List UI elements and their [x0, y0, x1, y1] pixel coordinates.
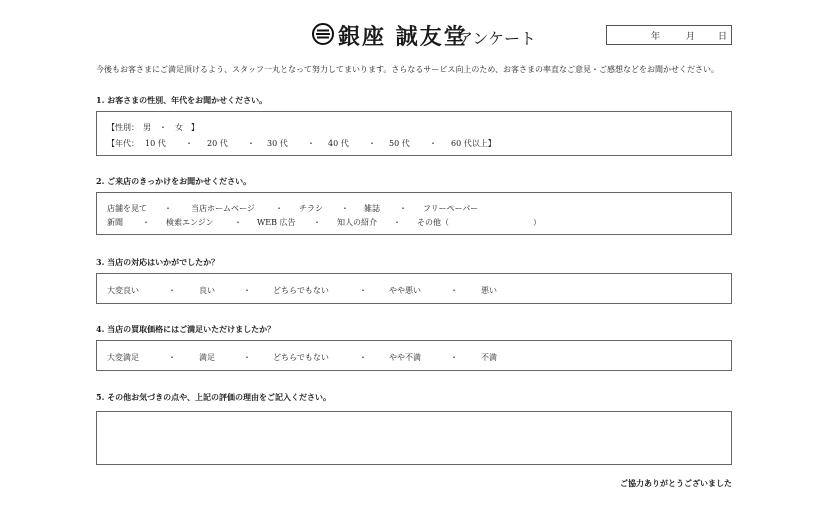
page-title: アンケート: [457, 29, 537, 48]
separator-dot: ・: [313, 218, 321, 227]
question-3-box[interactable]: [96, 273, 732, 304]
thanks-message: ご協力ありがとうございました: [620, 478, 732, 488]
price-rating-option-4[interactable]: やや不満: [389, 353, 421, 362]
comment-textarea[interactable]: [96, 411, 732, 465]
visit-reason-option-3[interactable]: チラシ: [299, 204, 323, 213]
date-month-label: 月: [686, 32, 696, 42]
separator-dot: ・: [168, 286, 176, 295]
separator-dot: ・: [164, 204, 172, 213]
visit-reason-option-row2-3[interactable]: WEB 広告: [257, 218, 296, 227]
price-rating-option-3[interactable]: どちらでもない: [273, 353, 329, 362]
age-option-4[interactable]: 40 代: [328, 139, 349, 148]
separator-dot: ・: [429, 139, 437, 148]
visit-reason-option-row2-1[interactable]: 新聞: [107, 218, 123, 227]
separator-dot: ・: [341, 204, 349, 213]
age-option-6[interactable]: 60 代以上】: [451, 139, 496, 148]
other-close-paren: ）: [533, 218, 541, 227]
separator-dot: ・: [234, 218, 242, 227]
question-2-box[interactable]: [96, 192, 732, 235]
separator-dot: ・: [368, 139, 376, 148]
date-field[interactable]: [606, 25, 732, 45]
question-3-title: 3. 当店の対応はいかがでしたか？: [96, 257, 220, 267]
service-rating-option-5[interactable]: 悪い: [481, 286, 497, 295]
visit-reason-option-5[interactable]: フリーペーパー: [423, 204, 479, 213]
age-option-5[interactable]: 50 代: [389, 139, 410, 148]
brand-logo-icon: [312, 23, 334, 45]
price-rating-option-1[interactable]: 大変満足: [107, 353, 139, 362]
separator-dot: ・: [450, 353, 458, 362]
service-rating-option-4[interactable]: やや悪い: [389, 286, 421, 295]
age-option-3[interactable]: 30 代: [267, 139, 288, 148]
question-1-box[interactable]: [96, 111, 732, 156]
question-4-title: 4. 当店の買取価格にはご満足いただけましたか？: [96, 324, 276, 334]
separator-dot: ・: [142, 218, 150, 227]
visit-reason-option-row2-5[interactable]: その他（: [417, 218, 449, 227]
age-option-1[interactable]: 10 代: [145, 139, 166, 148]
question-5-title: 5. その他お気づきの点や、上記の評価の理由をご記入ください。: [96, 392, 331, 402]
brand-name: 銀座 誠友堂: [338, 24, 468, 50]
visit-reason-option-1[interactable]: 店舗を見て: [107, 204, 147, 213]
separator-dot: ・: [359, 286, 367, 295]
separator-dot: ・: [393, 218, 401, 227]
separator-dot: ・: [247, 139, 255, 148]
separator-dot: ・: [450, 286, 458, 295]
separator-dot: ・: [243, 353, 251, 362]
question-4-box[interactable]: [96, 340, 732, 371]
separator-dot: ・: [243, 286, 251, 295]
service-rating-option-2[interactable]: 良い: [199, 286, 215, 295]
age-option-2[interactable]: 20 代: [207, 139, 228, 148]
separator-dot: ・: [359, 353, 367, 362]
service-rating-option-3[interactable]: どちらでもない: [273, 286, 329, 295]
separator-dot: ・: [399, 204, 407, 213]
separator-dot: ・: [185, 139, 193, 148]
question-2-title: 2. ご来店のきっかけをお聞かせください。: [96, 176, 252, 186]
date-day-label: 日: [718, 32, 728, 42]
separator-dot: ・: [307, 139, 315, 148]
visit-reason-option-2[interactable]: 当店ホームページ: [191, 204, 255, 213]
visit-reason-option-row2-4[interactable]: 知人の紹介: [337, 218, 377, 227]
separator-dot: ・: [275, 204, 283, 213]
price-rating-option-2[interactable]: 満足: [199, 353, 215, 362]
date-year-label: 年: [651, 32, 661, 42]
age-label: 【年代：: [107, 139, 139, 148]
separator-dot: ・: [168, 353, 176, 362]
price-rating-option-5[interactable]: 不満: [481, 353, 497, 362]
visit-reason-option-4[interactable]: 雑誌: [364, 204, 380, 213]
visit-reason-option-row2-2[interactable]: 検索エンジン: [166, 218, 214, 227]
gender-line: 【性別： 男 ・ 女 】: [107, 123, 199, 132]
service-rating-option-1[interactable]: 大変良い: [107, 286, 139, 295]
question-1-title: 1. お客さまの性別、年代をお聞かせください。: [96, 95, 268, 105]
intro-text: 今後もお客さまにご満足頂けるよう、スタッフ一丸となって努力してまいります。さらなるサービス向上のため、お客さまの率直なご意見・ご感想などをお聞かせください。: [96, 65, 720, 74]
